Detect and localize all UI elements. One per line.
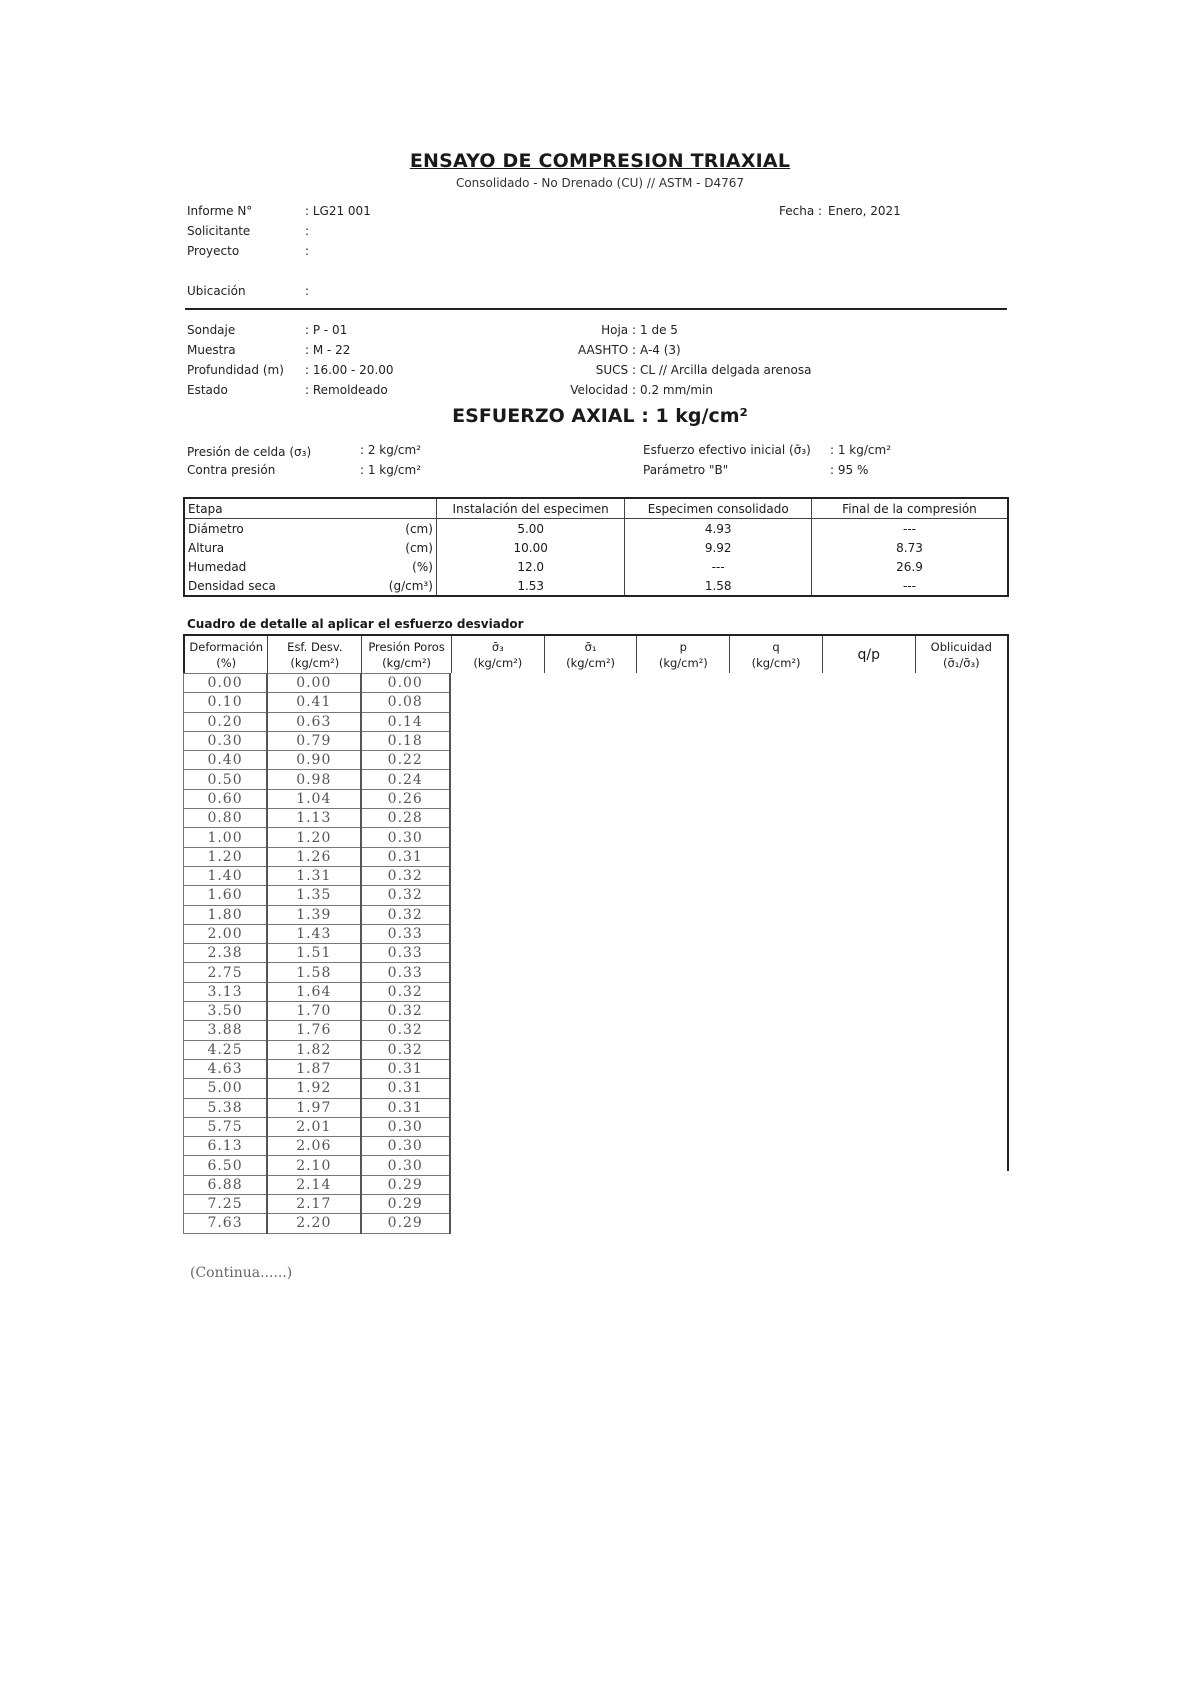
props-row-diametro — [184, 519, 1008, 539]
proyecto-label: Proyecto — [187, 244, 240, 258]
table-cell: 1.35 — [267, 886, 360, 905]
table-row — [184, 712, 451, 731]
table-row — [184, 1040, 451, 1059]
table-cell: 0.31 — [361, 847, 451, 866]
props-row-unit: (%) — [412, 559, 433, 574]
detail-header-cell — [730, 635, 823, 673]
table-cell: 0.33 — [361, 963, 451, 982]
table-cell: 1.92 — [267, 1079, 360, 1098]
table-cell: 1.00 — [184, 828, 268, 847]
props-row-altura — [184, 538, 1008, 557]
table-row — [184, 1137, 451, 1156]
table-row — [184, 1156, 451, 1175]
table-cell: 6.13 — [184, 1137, 268, 1156]
props-cell: 1.53 — [436, 576, 625, 596]
table-cell: 0.14 — [361, 712, 451, 731]
table-cell: 1.80 — [184, 905, 268, 924]
table-row — [184, 905, 451, 924]
table-cell: 0.18 — [361, 731, 451, 750]
detail-header-unit: (%) — [216, 655, 237, 670]
informe-value: : LG21 001 — [305, 204, 371, 218]
table-cell: 0.32 — [361, 1002, 451, 1021]
detail-header-cell — [451, 635, 544, 673]
table-row — [184, 693, 451, 712]
table-cell: 1.97 — [267, 1098, 360, 1117]
table-cell: 1.76 — [267, 1021, 360, 1040]
props-row-humedad — [184, 557, 1008, 576]
table-cell: 2.38 — [184, 944, 268, 963]
props-row-name: Altura — [188, 540, 225, 555]
props-row-name: Diámetro — [188, 521, 244, 536]
velocidad-value: 0.2 mm/min — [640, 383, 713, 397]
table-cell: 1.82 — [267, 1040, 360, 1059]
table-cell: 0.50 — [184, 770, 268, 789]
table-cell: 0.32 — [361, 905, 451, 924]
solicitante-label: Solicitante — [187, 224, 251, 238]
table-cell: 0.08 — [361, 693, 451, 712]
deviator-stress-data-table — [183, 673, 451, 1234]
profundidad-label: Profundidad (m) — [187, 363, 284, 377]
efectivo-value: : 1 kg/cm² — [830, 443, 892, 457]
detail-header-cell — [362, 635, 452, 673]
table-cell: 0.32 — [361, 1040, 451, 1059]
table-cell: 0.30 — [184, 731, 268, 750]
props-header-consolidado: Especimen consolidado — [625, 498, 812, 519]
table-cell: 0.60 — [184, 789, 268, 808]
props-row-densidad — [184, 576, 1008, 596]
detail-header-label: p — [679, 639, 687, 654]
table-cell: 1.39 — [267, 905, 360, 924]
props-cell: 5.00 — [436, 519, 625, 539]
table-cell: 1.20 — [267, 828, 360, 847]
table-cell: 0.63 — [267, 712, 360, 731]
detail-header-unit: (σ̄₁/σ̄₃) — [942, 655, 980, 670]
table-cell: 1.87 — [267, 1059, 360, 1078]
aashto-label: AASHTO : — [577, 343, 636, 357]
table-row — [184, 1175, 451, 1194]
table-cell: 0.10 — [184, 693, 268, 712]
table-cell: 0.32 — [361, 1021, 451, 1040]
table-cell: 0.80 — [184, 809, 268, 828]
detail-header-label: Deformación — [189, 639, 264, 654]
table-row — [184, 1059, 451, 1078]
parametro-value: : 95 % — [830, 463, 869, 477]
celda-label: Presión de celda (σ₃) — [187, 445, 312, 459]
table-cell: 3.13 — [184, 982, 268, 1001]
props-row-unit: (g/cm³) — [388, 578, 433, 593]
table-cell: 0.00 — [184, 674, 268, 693]
muestra-value: : M - 22 — [305, 343, 351, 357]
velocidad-label: Velocidad : — [570, 383, 636, 397]
table-cell: 0.26 — [361, 789, 451, 808]
table-cell: 6.50 — [184, 1156, 268, 1175]
table-cell: 0.41 — [267, 693, 360, 712]
table-cell: 1.51 — [267, 944, 360, 963]
table-cell: 0.30 — [361, 828, 451, 847]
table-cell: 0.00 — [267, 674, 360, 693]
table-cell: 0.24 — [361, 770, 451, 789]
detail-header-unit: (kg/cm²) — [658, 655, 708, 670]
props-cell: 10.00 — [436, 538, 625, 557]
fecha-value: Enero, 2021 — [828, 204, 901, 218]
table-cell: 0.31 — [361, 1098, 451, 1117]
props-header-row — [184, 498, 1008, 519]
table-row — [184, 886, 451, 905]
props-header-etapa: Etapa — [184, 498, 436, 519]
estado-value: : Remoldeado — [305, 383, 388, 397]
table-row — [184, 924, 451, 943]
table-cell: 0.28 — [361, 809, 451, 828]
props-header-instalacion: Instalación del especimen — [436, 498, 625, 519]
report-title: ENSAYO DE COMPRESION TRIAXIAL — [409, 150, 791, 172]
table-cell: 0.29 — [361, 1175, 451, 1194]
props-cell: --- — [625, 557, 812, 576]
sondaje-label: Sondaje — [187, 323, 236, 337]
muestra-label: Muestra — [187, 343, 236, 357]
detail-header-label: q — [772, 639, 780, 654]
props-header-final: Final de la compresión — [811, 498, 1008, 519]
table-cell: 4.63 — [184, 1059, 268, 1078]
table-cell: 2.14 — [267, 1175, 360, 1194]
detail-header-cell — [637, 635, 730, 673]
sucs-value: CL // Arcilla delgada arenosa — [640, 363, 812, 377]
table-cell: 1.04 — [267, 789, 360, 808]
table-cell: 2.06 — [267, 1137, 360, 1156]
detail-header-label: Esf. Desv. — [287, 639, 343, 654]
detail-header-label: Presión Poros — [368, 639, 445, 654]
props-row-unit: (cm) — [405, 521, 433, 536]
table-cell: 7.63 — [184, 1214, 268, 1233]
table-row — [184, 963, 451, 982]
table-row — [184, 1214, 451, 1233]
props-cell: --- — [811, 576, 1008, 596]
detail-header-row — [184, 635, 1008, 673]
table-cell: 0.98 — [267, 770, 360, 789]
detail-header-cell — [184, 635, 268, 673]
contra-value: : 1 kg/cm² — [360, 463, 422, 477]
props-row-name: Densidad seca — [188, 578, 276, 593]
detail-table-title: Cuadro de detalle al aplicar el esfuerzo desviador — [187, 617, 524, 631]
table-cell: 2.00 — [184, 924, 268, 943]
detail-header-unit: (kg/cm²) — [751, 655, 801, 670]
report-subtitle: Consolidado - No Drenado (CU) // ASTM - D4767 — [455, 176, 745, 190]
estado-label: Estado — [187, 383, 228, 397]
contra-label: Contra presión — [187, 463, 276, 477]
table-cell: 2.75 — [184, 963, 268, 982]
solicitante-value: : — [305, 224, 310, 238]
table-row — [184, 1195, 451, 1214]
table-cell: 2.20 — [267, 1214, 360, 1233]
table-row — [184, 731, 451, 750]
detail-table-header — [183, 634, 1009, 673]
detail-header-unit: (kg/cm²) — [566, 655, 616, 670]
continua-note: (Continua......) — [190, 1265, 293, 1281]
detail-header-label: Oblicuidad — [930, 639, 992, 654]
detail-header-cell — [544, 635, 637, 673]
table-cell: 0.29 — [361, 1195, 451, 1214]
table-row — [184, 944, 451, 963]
table-row — [184, 1002, 451, 1021]
table-cell: 2.01 — [267, 1117, 360, 1136]
table-cell: 1.58 — [267, 963, 360, 982]
table-row — [184, 1021, 451, 1040]
proyecto-value: : — [305, 244, 310, 258]
table-cell: 0.29 — [361, 1214, 451, 1233]
table-row — [184, 770, 451, 789]
table-cell: 1.26 — [267, 847, 360, 866]
table-cell: 1.43 — [267, 924, 360, 943]
table-cell: 0.40 — [184, 751, 268, 770]
detail-header-unit: (kg/cm²) — [473, 655, 523, 670]
table-cell: 5.75 — [184, 1117, 268, 1136]
table-cell: 1.40 — [184, 866, 268, 885]
table-cell: 5.38 — [184, 1098, 268, 1117]
table-row — [184, 751, 451, 770]
props-cell: 26.9 — [811, 557, 1008, 576]
table-cell: 4.25 — [184, 1040, 268, 1059]
parametro-label: Parámetro "B" — [643, 463, 729, 477]
table-cell: 0.33 — [361, 924, 451, 943]
table-row — [184, 828, 451, 847]
table-cell: 0.22 — [361, 751, 451, 770]
props-cell: --- — [811, 519, 1008, 539]
sondaje-value: : P - 01 — [305, 323, 348, 337]
table-cell: 1.31 — [267, 866, 360, 885]
table-cell: 0.32 — [361, 886, 451, 905]
informe-label: Informe N° — [187, 204, 253, 218]
detail-header-label: σ̄₃ — [491, 639, 504, 654]
detail-header-unit: (kg/cm²) — [382, 655, 432, 670]
table-cell: 1.13 — [267, 809, 360, 828]
table-cell: 2.17 — [267, 1195, 360, 1214]
detail-table-right-border — [1007, 673, 1009, 1171]
table-cell: 6.88 — [184, 1175, 268, 1194]
table-cell: 7.25 — [184, 1195, 268, 1214]
hoja-label: Hoja : — [601, 323, 636, 337]
props-row-unit: (cm) — [405, 540, 433, 555]
axial-stress-title: ESFUERZO AXIAL : 1 kg/cm² — [452, 405, 748, 427]
table-cell: 1.20 — [184, 847, 268, 866]
hoja-value: 1 de 5 — [640, 323, 678, 337]
props-cell: 8.73 — [811, 538, 1008, 557]
section-divider — [185, 308, 1007, 310]
table-row — [184, 1098, 451, 1117]
table-row — [184, 866, 451, 885]
table-cell: 5.00 — [184, 1079, 268, 1098]
table-cell: 1.60 — [184, 886, 268, 905]
props-cell: 12.0 — [436, 557, 625, 576]
table-cell: 0.79 — [267, 731, 360, 750]
celda-value: : 2 kg/cm² — [360, 443, 422, 457]
specimen-properties-table — [183, 497, 1009, 597]
sucs-label: SUCS : — [595, 363, 636, 377]
detail-header-cell — [268, 635, 362, 673]
table-cell: 0.31 — [361, 1079, 451, 1098]
table-cell: 1.70 — [267, 1002, 360, 1021]
table-row — [184, 809, 451, 828]
table-row — [184, 789, 451, 808]
table-cell: 0.32 — [361, 982, 451, 1001]
table-cell: 1.64 — [267, 982, 360, 1001]
detail-header-cell — [822, 635, 915, 673]
table-row — [184, 1117, 451, 1136]
table-cell: 2.10 — [267, 1156, 360, 1175]
profundidad-value: : 16.00 - 20.00 — [305, 363, 394, 377]
efectivo-label: Esfuerzo efectivo inicial (σ̄₃) — [643, 443, 811, 457]
table-row — [184, 982, 451, 1001]
ubicacion-label: Ubicación — [187, 284, 246, 298]
props-cell: 9.92 — [625, 538, 812, 557]
table-cell: 0.00 — [361, 674, 451, 693]
detail-header-label: σ̄₁ — [584, 639, 597, 654]
table-cell: 0.90 — [267, 751, 360, 770]
table-row — [184, 1079, 451, 1098]
table-cell: 3.50 — [184, 1002, 268, 1021]
props-cell: 1.58 — [625, 576, 812, 596]
table-cell: 0.32 — [361, 866, 451, 885]
ubicacion-value: : — [305, 284, 310, 298]
props-cell: 4.93 — [625, 519, 812, 539]
detail-header-cell — [915, 635, 1008, 673]
fecha-label: Fecha : — [779, 204, 823, 218]
table-cell: 0.30 — [361, 1156, 451, 1175]
detail-header-unit: (kg/cm²) — [290, 655, 340, 670]
table-row — [184, 847, 451, 866]
aashto-value: A-4 (3) — [640, 343, 681, 357]
table-cell: 0.30 — [361, 1117, 451, 1136]
props-row-name: Humedad — [188, 559, 247, 574]
table-cell: 0.20 — [184, 712, 268, 731]
table-cell: 0.31 — [361, 1059, 451, 1078]
table-cell: 0.30 — [361, 1137, 451, 1156]
table-cell: 0.33 — [361, 944, 451, 963]
detail-header-label: q/p — [857, 646, 880, 663]
table-cell: 3.88 — [184, 1021, 268, 1040]
table-row — [184, 674, 451, 693]
